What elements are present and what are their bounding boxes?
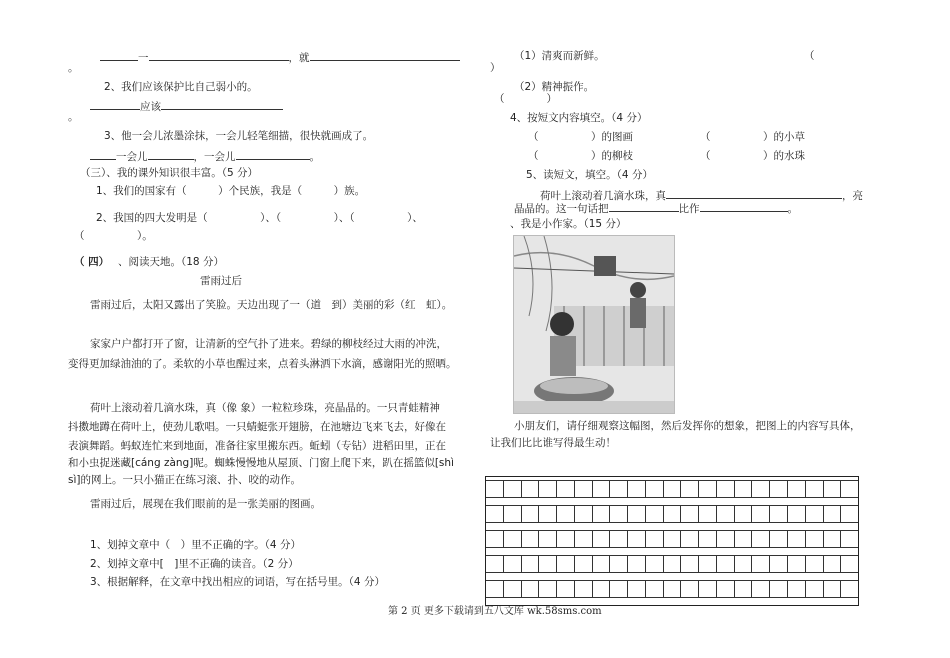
illustration-image xyxy=(513,235,675,414)
grid-cell[interactable] xyxy=(769,530,787,548)
grid-cell[interactable] xyxy=(538,555,556,573)
question-4: 4、按短文内容填空。（4 分） xyxy=(510,112,648,124)
grid-cell[interactable] xyxy=(663,505,681,523)
grid-cell[interactable] xyxy=(805,480,823,498)
grid-cell[interactable] xyxy=(609,480,627,498)
blank[interactable] xyxy=(236,148,310,160)
grid-cell[interactable] xyxy=(556,580,574,598)
grid-cell[interactable] xyxy=(574,580,592,598)
grid-cell[interactable] xyxy=(627,480,645,498)
text: 比作 xyxy=(678,203,700,215)
grid-cell[interactable] xyxy=(592,505,610,523)
grid-cell[interactable] xyxy=(645,480,663,498)
grid-cell[interactable] xyxy=(609,555,627,573)
grid-cell[interactable] xyxy=(805,530,823,548)
grid-cell[interactable] xyxy=(805,505,823,523)
paragraph-3b: 抖擞地蹲在荷叶上，使劲儿歌唱。一只蜻蜓张开翅膀，在池塘边飞来飞去，好像在 xyxy=(68,421,446,433)
grid-cell[interactable] xyxy=(751,580,769,598)
grid-cell[interactable] xyxy=(680,480,698,498)
section-3-q1: 1、我们的国家有（ ）个民族，我是（ ）族。 xyxy=(96,185,366,197)
question-5: 5、读短文，填空。（4 分） xyxy=(526,169,653,181)
grid-cell[interactable] xyxy=(538,480,556,498)
grid-cell[interactable] xyxy=(734,555,752,573)
question-5-line-2 xyxy=(514,200,798,216)
grid-cell[interactable] xyxy=(556,480,574,498)
q2-dot: 。 xyxy=(68,111,79,123)
grid-cell[interactable] xyxy=(556,530,574,548)
grid-cell[interactable] xyxy=(751,530,769,548)
grid-cell[interactable] xyxy=(769,505,787,523)
grid-cell[interactable] xyxy=(787,530,805,548)
text: 一会儿 xyxy=(116,151,148,163)
grid-cell[interactable] xyxy=(574,480,592,498)
grid-cell[interactable] xyxy=(840,505,858,523)
fill-3: （ ）的柳枝 xyxy=(528,150,633,162)
writing-prompt-1: 小朋友们，请仔细观察这幅图，然后发挥你的想象，把图上的内容写具体， xyxy=(514,420,861,432)
grid-cell[interactable] xyxy=(574,505,592,523)
grid-cell[interactable] xyxy=(609,505,627,523)
grid-cell[interactable] xyxy=(751,480,769,498)
grid-cell[interactable] xyxy=(609,580,627,598)
grid-cell[interactable] xyxy=(503,555,521,573)
paragraph-4: 雷雨过后，展现在我们眼前的是一张美丽的图画。 xyxy=(90,498,321,510)
blank[interactable] xyxy=(100,49,138,61)
q2-blank-line xyxy=(90,98,283,114)
grid-cell[interactable] xyxy=(663,555,681,573)
blank[interactable] xyxy=(90,98,140,110)
grid-cell[interactable] xyxy=(645,530,663,548)
paragraph-3e: sì]的网上。一只小猫正在练习滚、扑、咬的动作。 xyxy=(68,474,301,486)
def-1: （1）清爽而新鲜。 xyxy=(514,50,605,62)
grid-row[interactable] xyxy=(486,505,858,523)
grid-cell[interactable] xyxy=(680,580,698,598)
grid-cell[interactable] xyxy=(592,580,610,598)
page-footer: 第 2 页 更多下载请到五八文库 wk.58sms.com xyxy=(388,606,602,617)
grid-cell[interactable] xyxy=(769,580,787,598)
grid-cell[interactable] xyxy=(716,505,734,523)
grid-cell[interactable] xyxy=(556,555,574,573)
paragraph-3a: 荷叶上滚动着几滴水珠，真（像 象）一粒粒珍珠，亮晶晶的。一只青蛙精神 xyxy=(90,402,440,414)
grid-cell[interactable] xyxy=(698,505,716,523)
section-4-label: （ 四） xyxy=(74,256,110,268)
grid-cell[interactable] xyxy=(751,555,769,573)
grid-cell[interactable] xyxy=(521,505,539,523)
q1-blank-line xyxy=(100,49,460,65)
grid-cell[interactable] xyxy=(538,530,556,548)
grid-cell[interactable] xyxy=(663,480,681,498)
q2-text: 2、我们应该保护比自己弱小的。 xyxy=(104,81,258,93)
grid-cell[interactable] xyxy=(698,480,716,498)
def-1-paren-open: （ xyxy=(804,50,815,62)
grid-cell[interactable] xyxy=(556,505,574,523)
text: 应该 xyxy=(140,101,161,113)
fill-2: （ ）的小草 xyxy=(700,131,805,143)
grid-cell[interactable] xyxy=(805,580,823,598)
grid-cell[interactable] xyxy=(805,555,823,573)
grid-cell[interactable] xyxy=(734,480,752,498)
grid-cell[interactable] xyxy=(716,580,734,598)
def-2-paren: （ ） xyxy=(494,93,557,105)
section-3-title: （三）、我的课外知识很丰富。（5 分） xyxy=(80,167,259,179)
grid-cell[interactable] xyxy=(734,580,752,598)
paragraph-3d: 和小虫捉迷藏[cáng zàng]呢。蜘蛛慢慢地从屋顶、门窗上爬下来，趴在摇篮似[shì xyxy=(68,457,454,469)
story-title: 雷雨过后 xyxy=(200,275,242,287)
fill-1: （ ）的图画 xyxy=(528,131,633,143)
grid-cell[interactable] xyxy=(627,505,645,523)
paragraph-3c: 表演舞蹈。蚂蚁连忙来到地面，准备往家里搬东西。蚯蚓（专钻）进稻田里，正在 xyxy=(68,440,446,452)
grid-cell[interactable] xyxy=(521,555,539,573)
grid-cell[interactable] xyxy=(521,530,539,548)
paragraph-1: 雷雨过后，太阳又露出了笑脸。天边出现了一（道 到）美丽的彩（红 虹）。 xyxy=(90,299,453,311)
grid-cell[interactable] xyxy=(645,555,663,573)
q3-text: 3、他一会儿浓墨涂抹，一会儿轻笔细描，很快就画成了。 xyxy=(104,130,374,142)
grid-cell[interactable] xyxy=(680,555,698,573)
blank[interactable] xyxy=(700,200,788,212)
blank[interactable] xyxy=(148,148,194,160)
text: 晶晶的。这一句话把 xyxy=(514,203,609,215)
grid-cell[interactable] xyxy=(486,555,503,573)
grid-cell[interactable] xyxy=(823,530,841,548)
grid-cell[interactable] xyxy=(574,530,592,548)
writing-prompt-2: 让我们比比谁写得最生动！ xyxy=(490,437,616,449)
task-1: 1、划掉文章中（ ）里不正确的字。（4 分） xyxy=(90,539,301,551)
section-5-title: 、我是小作家。（15 分） xyxy=(510,218,627,230)
grid-cell[interactable] xyxy=(680,505,698,523)
grid-cell[interactable] xyxy=(840,580,858,598)
grid-cell[interactable] xyxy=(716,530,734,548)
text: ，就 xyxy=(288,52,310,64)
composition-grid[interactable] xyxy=(485,476,859,606)
grid-cell[interactable] xyxy=(787,580,805,598)
text: ，亮 xyxy=(842,190,863,202)
text: ，一会儿 xyxy=(193,151,236,163)
grid-cell[interactable] xyxy=(823,580,841,598)
grid-cell[interactable] xyxy=(486,480,503,498)
grid-cell[interactable] xyxy=(787,505,805,523)
grid-cell[interactable] xyxy=(823,480,841,498)
grid-cell[interactable] xyxy=(787,480,805,498)
grid-cell[interactable] xyxy=(486,580,503,598)
grid-cell[interactable] xyxy=(698,530,716,548)
grid-cell[interactable] xyxy=(680,530,698,548)
grid-cell[interactable] xyxy=(538,505,556,523)
grid-cell[interactable] xyxy=(503,530,521,548)
grid-cell[interactable] xyxy=(592,480,610,498)
grid-cell[interactable] xyxy=(787,555,805,573)
grid-cell[interactable] xyxy=(486,505,503,523)
grid-cell[interactable] xyxy=(751,505,769,523)
grid-cell[interactable] xyxy=(503,480,521,498)
grid-cell[interactable] xyxy=(503,505,521,523)
text: 荷叶上滚动着几滴水珠，真 xyxy=(540,190,666,202)
grid-cell[interactable] xyxy=(486,530,503,548)
grid-cell[interactable] xyxy=(663,580,681,598)
grid-cell[interactable] xyxy=(716,480,734,498)
grid-row[interactable] xyxy=(486,555,858,573)
grid-cell[interactable] xyxy=(627,580,645,598)
grid-cell[interactable] xyxy=(734,530,752,548)
q3-blank-line xyxy=(90,148,320,164)
def-1-paren-close: ） xyxy=(490,62,501,74)
blank[interactable] xyxy=(609,200,679,212)
q1-dot: 。 xyxy=(68,62,79,74)
blank[interactable] xyxy=(161,98,283,110)
section-3-q2: 2、我国的四大发明是（ ）、（ ）、（ ）、 xyxy=(96,212,423,224)
grid-cell[interactable] xyxy=(645,505,663,523)
blank[interactable] xyxy=(90,148,116,160)
grid-cell[interactable] xyxy=(840,530,858,548)
grid-cell[interactable] xyxy=(769,555,787,573)
section-3-q2b: （ ）。 xyxy=(74,230,153,242)
grid-cell[interactable] xyxy=(627,555,645,573)
grid-cell[interactable] xyxy=(521,580,539,598)
grid-cell[interactable] xyxy=(645,580,663,598)
grid-cell[interactable] xyxy=(538,580,556,598)
paragraph-2a: 家家户户都打开了窗，让清新的空气扑了进来。碧绿的柳枝经过大雨的冲洗， xyxy=(90,338,447,350)
grid-cell[interactable] xyxy=(823,555,841,573)
grid-cell[interactable] xyxy=(663,530,681,548)
blank[interactable] xyxy=(666,187,842,199)
text: 一 xyxy=(138,52,149,64)
grid-cell[interactable] xyxy=(698,580,716,598)
fill-4: （ ）的水珠 xyxy=(700,150,805,162)
blank[interactable] xyxy=(149,49,289,61)
text: 。 xyxy=(787,203,798,215)
grid-cell[interactable] xyxy=(769,480,787,498)
task-3: 3、根据解释，在文章中找出相应的词语，写在括号里。（4 分） xyxy=(90,576,385,588)
grid-cell[interactable] xyxy=(716,555,734,573)
def-2: （2）精神振作。 xyxy=(514,81,595,93)
grid-cell[interactable] xyxy=(521,480,539,498)
grid-cell[interactable] xyxy=(592,530,610,548)
grid-cell[interactable] xyxy=(609,530,627,548)
grid-cell[interactable] xyxy=(698,555,716,573)
text: 。 xyxy=(309,151,320,163)
illustration-svg xyxy=(514,236,674,413)
grid-cell[interactable] xyxy=(574,555,592,573)
grid-cell[interactable] xyxy=(823,505,841,523)
task-2: 2、划掉文章中[ ]里不正确的读音。（2 分） xyxy=(90,558,299,570)
blank[interactable] xyxy=(310,49,460,61)
grid-cell[interactable] xyxy=(840,480,858,498)
grid-cell[interactable] xyxy=(627,530,645,548)
grid-cell[interactable] xyxy=(592,555,610,573)
grid-cell[interactable] xyxy=(734,505,752,523)
paragraph-2b: 变得更加绿油油的了。柔软的小草也醒过来，点着头淋洒下水滴，感谢阳光的照晒。 xyxy=(68,358,457,370)
grid-row[interactable] xyxy=(486,580,858,598)
grid-row[interactable] xyxy=(486,480,858,498)
section-4-title: 、阅读天地。（18 分） xyxy=(118,256,224,268)
grid-cell[interactable] xyxy=(503,580,521,598)
grid-row[interactable] xyxy=(486,530,858,548)
grid-cell[interactable] xyxy=(840,555,858,573)
